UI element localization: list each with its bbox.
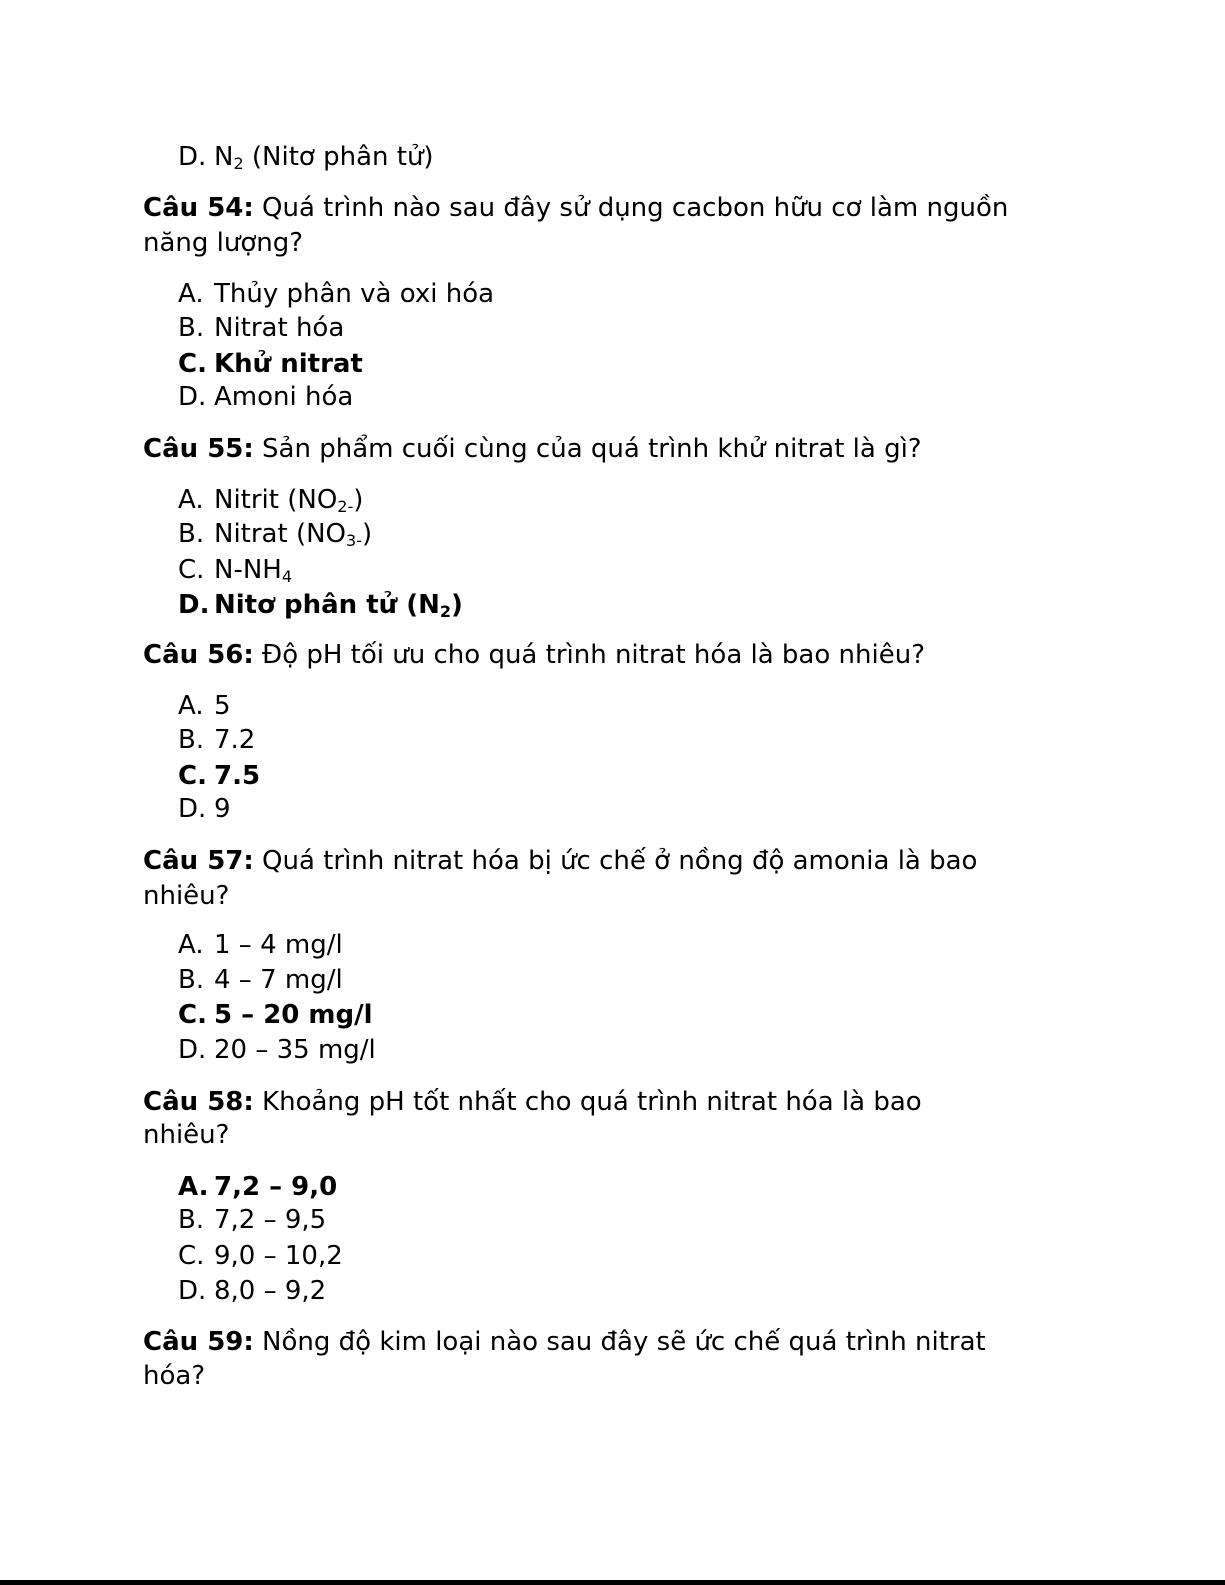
option-text: N-NH	[214, 555, 282, 585]
question-55-line1	[143, 433, 922, 465]
option-subscript: 2	[439, 602, 452, 621]
q57-option-c-answer	[178, 999, 373, 1031]
question-56-line1	[143, 639, 925, 671]
q56-option-d	[178, 793, 231, 825]
option-letter: C.	[178, 1241, 205, 1271]
question-text: Quá trình nào sau đây sử dụng cacbon hữu cơ làm nguồn	[253, 193, 1009, 223]
prev-option-d	[178, 141, 434, 173]
q58-option-c	[178, 1240, 343, 1272]
option-letter: A.	[178, 485, 204, 515]
option-text: 7,2 – 9,0	[214, 1172, 338, 1202]
option-text: Thủy phân và oxi hóa	[214, 279, 495, 309]
q57-option-d	[178, 1034, 376, 1066]
question-text: Sản phẩm cuối cùng của quá trình khử nitrat là gì?	[253, 434, 922, 464]
option-text-suffix: )	[361, 519, 373, 549]
option-letter: D.	[178, 1276, 207, 1306]
question-58-line1	[143, 1086, 922, 1118]
option-text: 1 – 4 mg/l	[214, 930, 343, 960]
option-letter: B.	[178, 725, 205, 755]
option-letter: B.	[178, 519, 205, 549]
question-58-line2	[143, 1119, 229, 1151]
option-letter: C.	[178, 555, 205, 585]
option-subscript: 2-	[337, 497, 354, 516]
option-text: Nitrit (NO	[214, 485, 338, 515]
q54-option-b	[178, 312, 344, 344]
question-text: hóa?	[143, 1361, 206, 1391]
option-letter: D.	[178, 142, 207, 172]
option-letter: D.	[178, 794, 207, 824]
option-letter: A.	[178, 1172, 209, 1202]
page-bottom-border	[0, 1580, 1225, 1585]
option-text: 8,0 – 9,2	[214, 1276, 327, 1306]
question-59-line2	[143, 1360, 205, 1392]
option-letter: D.	[178, 382, 207, 412]
q56-option-a	[178, 690, 231, 722]
question-number: Câu 54:	[143, 193, 254, 223]
option-text: Nitơ phân tử (N	[214, 590, 440, 620]
option-text: 9	[214, 794, 231, 824]
q55-option-c	[178, 554, 292, 586]
option-text: Amoni hóa	[214, 382, 354, 412]
option-subscript: 4	[281, 567, 293, 586]
option-text: 7.5	[214, 761, 261, 791]
option-letter: B.	[178, 965, 205, 995]
q56-option-c-answer	[178, 760, 260, 792]
option-letter: D.	[178, 1035, 207, 1065]
q58-option-d	[178, 1275, 326, 1307]
question-text: nhiêu?	[143, 1120, 230, 1150]
question-number: Câu 55:	[143, 434, 254, 464]
option-text: 9,0 – 10,2	[214, 1241, 343, 1271]
option-text: Nitrat (NO	[214, 519, 347, 549]
q57-option-b	[178, 964, 343, 996]
option-text-suffix: )	[353, 485, 364, 515]
option-text: Nitrat hóa	[214, 313, 345, 343]
question-text: Khoảng pH tốt nhất cho quá trình nitrat hóa là bao	[253, 1087, 922, 1117]
option-letter: C.	[178, 761, 207, 791]
option-letter: B.	[178, 1205, 205, 1235]
q54-option-a	[178, 278, 494, 310]
q58-option-b	[178, 1204, 326, 1236]
option-letter: D.	[178, 590, 210, 620]
option-text-suffix: (Nitơ phân tử)	[243, 142, 434, 172]
option-letter: A.	[178, 279, 204, 309]
question-text: nhiêu?	[143, 881, 230, 911]
option-letter: C.	[178, 349, 207, 379]
option-subscript: 2	[233, 154, 244, 173]
question-number: Câu 59:	[143, 1327, 254, 1357]
question-number: Câu 58:	[143, 1087, 254, 1117]
q55-option-d-answer	[178, 589, 463, 621]
question-54-line2	[143, 227, 303, 259]
q56-option-b	[178, 724, 255, 756]
question-54-line1	[143, 192, 1008, 224]
option-text: 5 – 20 mg/l	[214, 1000, 373, 1030]
option-subscript: 3-	[346, 531, 362, 550]
q54-option-c-answer	[178, 348, 363, 380]
option-text-suffix: )	[451, 590, 463, 620]
question-59-line1	[143, 1326, 986, 1358]
question-text: Nồng độ kim loại nào sau đây sẽ ức chế quá trình nitrat	[253, 1327, 986, 1357]
option-text: Khử nitrat	[214, 349, 363, 379]
q57-option-a	[178, 929, 343, 961]
question-text: Quá trình nitrat hóa bị ức chế ở nồng độ amonia là bao	[253, 846, 978, 876]
question-number: Câu 57:	[143, 846, 254, 876]
q55-option-b	[178, 518, 372, 550]
q54-option-d	[178, 381, 353, 413]
option-text: 20 – 35 mg/l	[214, 1035, 376, 1065]
option-letter: A.	[178, 691, 204, 721]
option-text: 7.2	[214, 725, 256, 755]
q55-option-a	[178, 484, 363, 516]
option-text: N	[214, 142, 234, 172]
question-text: năng lượng?	[143, 228, 304, 258]
option-text: 4 – 7 mg/l	[214, 965, 343, 995]
question-number: Câu 56:	[143, 640, 254, 670]
option-letter: A.	[178, 930, 204, 960]
q58-option-a-answer	[178, 1171, 337, 1203]
option-letter: B.	[178, 313, 205, 343]
option-text: 5	[214, 691, 231, 721]
question-57-line2	[143, 880, 229, 912]
option-text: 7,2 – 9,5	[214, 1205, 327, 1235]
question-text: Độ pH tối ưu cho quá trình nitrat hóa là bao nhiêu?	[253, 640, 925, 670]
option-letter: C.	[178, 1000, 207, 1030]
question-57-line1	[143, 845, 977, 877]
